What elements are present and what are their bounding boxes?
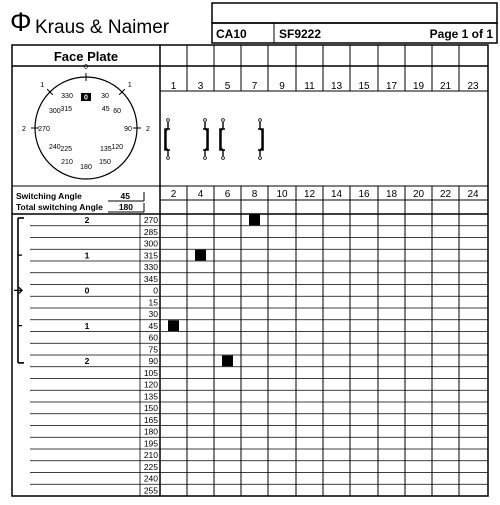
contact-bracket (203, 129, 208, 150)
model-code: CA10 (216, 27, 247, 41)
angle-value: 75 (148, 344, 158, 355)
angle-value: 90 (148, 356, 158, 366)
angle-value: 135 (143, 391, 158, 402)
angle-value: 225 (143, 461, 158, 472)
contact-terminal-top (204, 119, 207, 122)
total-switching-angle-label: Total switching Angle (16, 202, 103, 212)
terminal-bottom-20: 20 (412, 189, 425, 200)
terminal-bottom-10: 10 (276, 189, 288, 200)
contact-bracket (165, 129, 170, 150)
terminal-bottom-6: 6 (224, 189, 231, 200)
position-label: 1 (84, 250, 90, 261)
dial-angle-label: 45 (101, 106, 110, 114)
contact-terminal-top (167, 119, 170, 122)
contact-symbol (258, 119, 263, 160)
contact-symbol (220, 119, 225, 160)
terminal-top-13: 13 (330, 81, 343, 92)
dial-angle-label: 90 (124, 126, 132, 133)
angle-value: 315 (143, 250, 158, 261)
contact-bracket (258, 129, 263, 150)
angle-value: 0 (153, 285, 158, 296)
closed-contact-mark (168, 320, 179, 331)
angle-value: 330 (143, 262, 158, 272)
angle-value: 240 (143, 473, 158, 484)
contact-bracket (220, 129, 225, 150)
header-block (10, 3, 497, 43)
contact-path (205, 122, 207, 156)
angle-value: 345 (143, 273, 158, 284)
dial-angle-label: 60 (113, 108, 122, 115)
dial-marker-label: 0 (84, 94, 88, 102)
dial-angle-label: 225 (60, 145, 73, 153)
angle-value: 150 (143, 403, 158, 413)
closed-contact-mark (249, 215, 260, 226)
angle-value: 285 (143, 226, 158, 237)
angle-value: 30 (148, 309, 158, 319)
contact-terminal-bottom (167, 157, 170, 160)
terminal-top-7: 7 (251, 81, 258, 92)
terminal-bottom-16: 16 (358, 189, 370, 200)
dial-angle-label: 210 (61, 158, 73, 166)
terminal-bottom-4: 4 (197, 189, 204, 200)
dial-angle-label: 300 (48, 108, 61, 115)
total-switching-angle-value: 180 (118, 202, 133, 212)
dial-angle-label: 120 (111, 144, 124, 151)
terminal-bottom-12: 12 (303, 189, 316, 200)
face-plate-title: Face Plate (53, 49, 119, 64)
title-blank-cell (212, 3, 497, 23)
contact-grid (12, 45, 488, 496)
angle-value: 45 (148, 320, 158, 331)
contact-path (260, 122, 262, 156)
brand-name: Kraus & Naimer (35, 17, 170, 38)
angle-value: 120 (143, 379, 158, 390)
terminal-top-17: 17 (385, 81, 398, 92)
face-plate-dial (22, 64, 150, 179)
dial-angle-label: 240 (48, 144, 61, 151)
dial-position-label: 0 (84, 64, 88, 71)
angle-value: 15 (148, 297, 158, 308)
terminal-top-19: 19 (412, 81, 425, 92)
dial-angle-label: 330 (61, 93, 73, 101)
dial-angle-label: 150 (99, 158, 111, 166)
page-indicator: Page 1 of 1 (429, 27, 493, 41)
angle-table (14, 214, 488, 496)
terminal-top-1: 1 (170, 81, 177, 92)
terminal-bottom-18: 18 (385, 189, 398, 200)
terminal-top-9: 9 (279, 81, 285, 92)
terminal-bottom-14: 14 (330, 189, 343, 200)
dial-angle-label: 135 (99, 145, 112, 153)
logo-icon: Φ (10, 7, 32, 37)
angle-value: 165 (143, 414, 158, 425)
dial-angle-label: 315 (60, 106, 73, 114)
terminal-top-3: 3 (197, 81, 204, 92)
switching-angle-label: Switching Angle (16, 191, 82, 201)
contact-path (221, 122, 223, 156)
angle-value: 195 (143, 438, 158, 449)
angle-value: 300 (143, 238, 158, 249)
terminal-top-23: 23 (467, 81, 479, 92)
dial-position-label: 2 (146, 126, 150, 133)
closed-contact-mark (195, 250, 206, 261)
dial-angle-label: 30 (101, 93, 109, 101)
terminal-bottom-2: 2 (170, 189, 177, 200)
contact-terminal-bottom (204, 157, 207, 160)
dial-position-label: 1 (127, 82, 132, 90)
angle-value: 60 (148, 332, 158, 343)
contact-symbol (165, 119, 170, 160)
program-code: SF9222 (279, 27, 322, 41)
dial-position-label: 2 (22, 126, 26, 133)
angle-value: 255 (143, 485, 158, 496)
position-label: 1 (84, 320, 90, 331)
position-label: 0 (84, 285, 90, 296)
outer-frame (12, 45, 488, 496)
dial-position-label: 1 (40, 82, 45, 90)
terminal-bottom-8: 8 (251, 189, 258, 200)
position-label: 2 (84, 356, 90, 366)
terminal-top-5: 5 (224, 81, 231, 92)
angle-value: 105 (143, 367, 158, 378)
terminal-top-21: 21 (439, 81, 452, 92)
contact-terminal-top (222, 119, 225, 122)
terminal-bottom-22: 22 (439, 189, 452, 200)
contact-terminal-bottom (259, 157, 262, 160)
angle-value: 180 (143, 426, 158, 437)
contact-terminal-top (259, 119, 262, 122)
contact-path (166, 122, 168, 156)
closed-contact-mark (222, 356, 233, 367)
contact-symbol (203, 119, 208, 160)
terminal-top-11: 11 (304, 81, 315, 92)
dial-angle-label: 180 (80, 164, 92, 171)
terminal-bottom-24: 24 (467, 189, 479, 200)
contact-symbols (165, 119, 263, 160)
angle-value: 210 (143, 450, 158, 460)
contact-terminal-bottom (222, 157, 225, 160)
angle-value: 270 (143, 215, 158, 225)
position-label: 2 (84, 215, 90, 225)
dial-angle-label: 270 (38, 126, 50, 133)
switching-angle-value: 45 (120, 191, 130, 201)
terminal-top-15: 15 (358, 81, 370, 92)
